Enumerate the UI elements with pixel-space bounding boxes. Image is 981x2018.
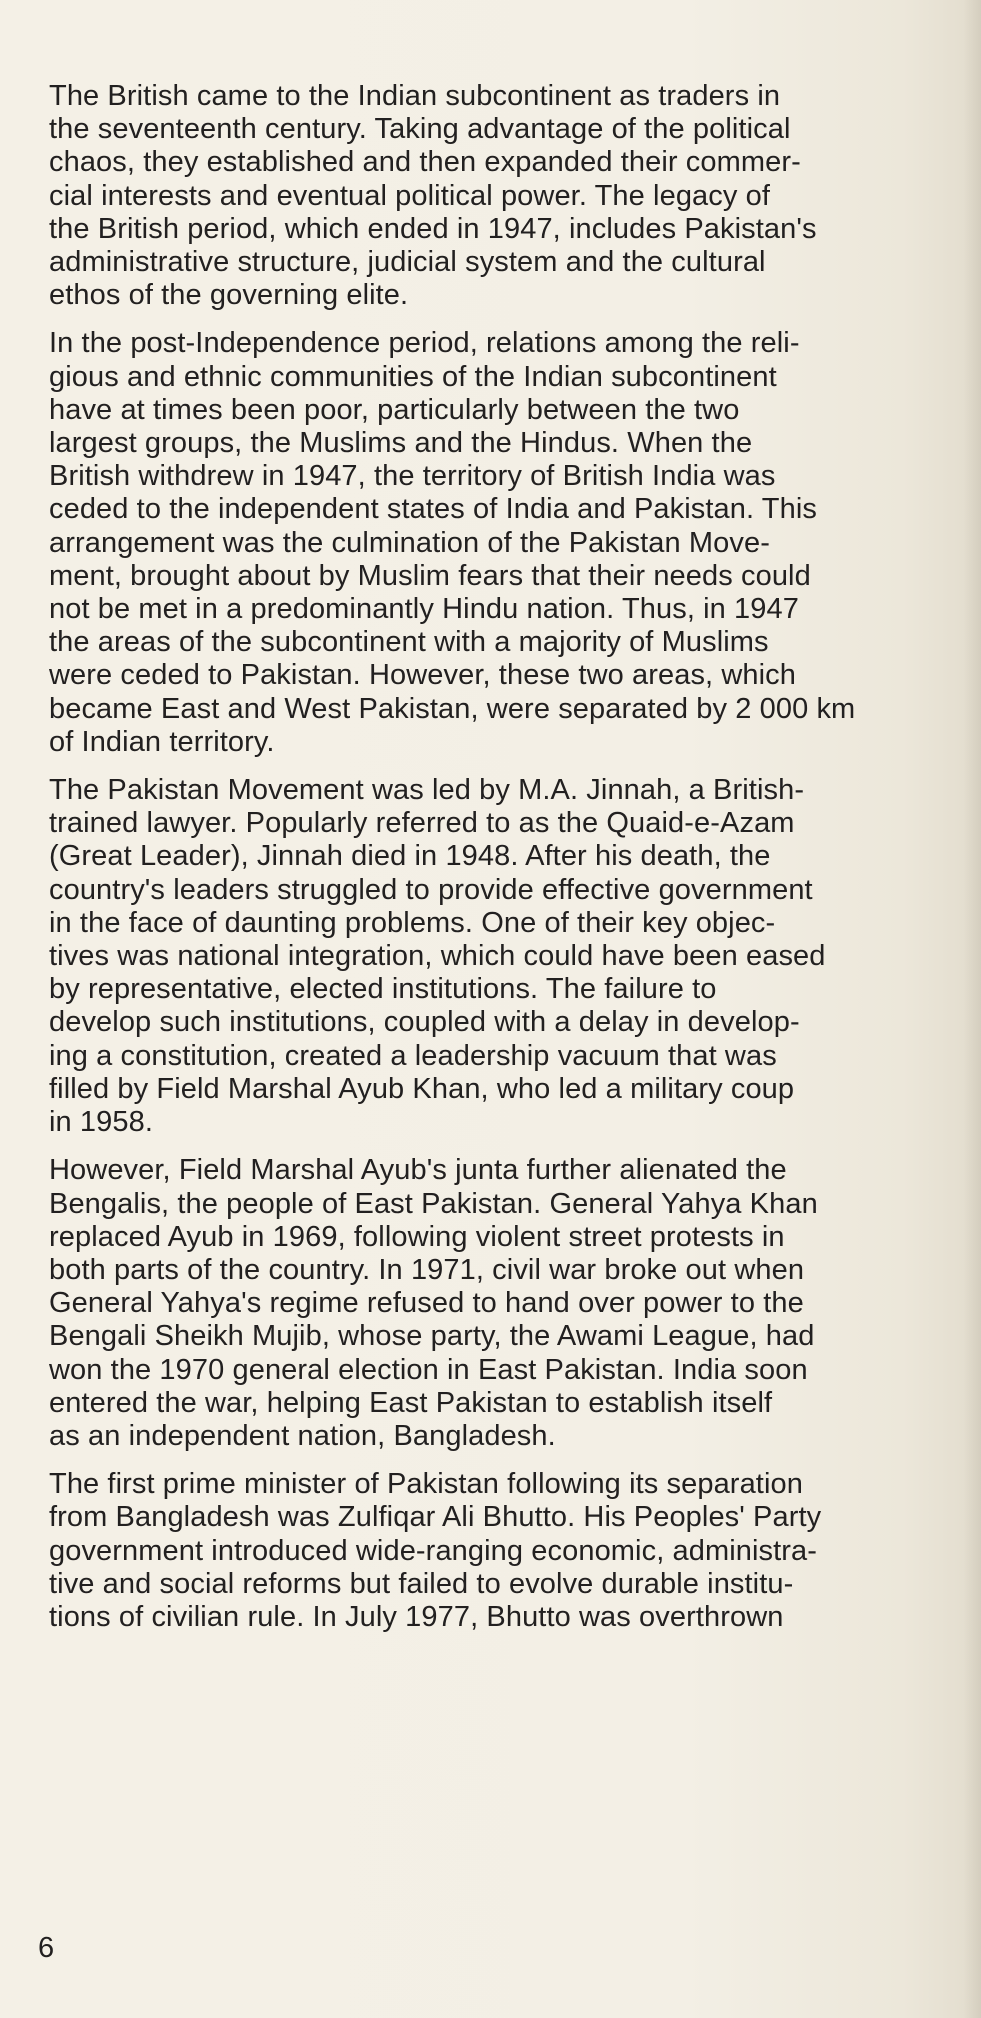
text-line: were ceded to Pakistan. However, these two areas, which [49,659,796,692]
paragraph-ayub-yahya [49,1154,949,1453]
text-line: have at times been poor, particularly between the two [49,393,740,426]
page-number: 6 [38,1932,55,1964]
paragraph-bhutto [49,1468,949,1634]
text-line: the seventeenth century. Taking advantage of the political [49,113,791,146]
text-line: largest groups, the Muslims and the Hindus. When the [49,427,753,460]
text-line: ceded to the independent states of India and Pakistan. This [49,493,817,526]
text-line: Bengalis, the people of East Pakistan. General Yahya Khan [49,1187,818,1220]
text-line: as an independent nation, Bangladesh. [49,1419,556,1452]
text-line: filled by Field Marshal Ayub Khan, who led a military coup [49,1072,795,1105]
text-line: However, Field Marshal Ayub's junta further alienated the [49,1154,787,1187]
text-line: both parts of the country. In 1971, civil war broke out when [49,1253,805,1286]
text-line: ethos of the governing elite. [49,279,409,312]
text-line: became East and West Pakistan, were separated by 2 000 km [49,692,856,725]
text-line: chaos, they established and then expanded their commer- [49,146,801,179]
text-line: the British period, which ended in 1947, includes Pakistan's [49,212,817,245]
text-line: entered the war, helping East Pakistan to establish itself [49,1386,773,1419]
text-line: not be met in a predominantly Hindu nation. Thus, in 1947 [49,593,799,626]
text-line: the areas of the subcontinent with a majority of Muslims [49,626,769,659]
paragraph-post-independence [49,327,949,759]
text-line: from Bangladesh was Zulfiqar Ali Bhutto. His Peoples' Party [49,1501,822,1534]
page-edge-shadow [963,0,981,2018]
text-line: in 1958. [49,1106,153,1139]
text-line: develop such institutions, coupled with a delay in develop- [49,1006,800,1039]
text-line: by representative, elected institutions. The failure to [49,973,717,1006]
text-line: country's leaders struggled to provide effective government [49,873,813,906]
paragraph-pakistan-movement [49,774,949,1139]
paragraph-british-period [49,80,949,312]
text-line: government introduced wide-ranging economic, administra- [49,1534,818,1567]
text-line: Bengali Sheikh Mujib, whose party, the Awami League, had [49,1320,815,1353]
text-line: arrangement was the culmination of the Pakistan Move- [49,526,770,559]
text-line: British withdrew in 1947, the territory of British India was [49,460,776,493]
text-line: cial interests and eventual political power. The legacy of [49,179,771,212]
text-line: tions of civilian rule. In July 1977, Bhutto was overthrown [49,1600,784,1633]
text-line: (Great Leader), Jinnah died in 1948. After his death, the [49,840,771,873]
text-line: tive and social reforms but failed to evolve durable institu- [49,1567,794,1600]
text-line: won the 1970 general election in East Pakistan. India soon [49,1353,808,1386]
text-line: trained lawyer. Popularly referred to as the Quaid-e-Azam [49,807,795,840]
text-line: administrative structure, judicial system and the cultural [49,246,766,279]
text-line: tives was national integration, which could have been eased [49,940,826,973]
text-line: General Yahya's regime refused to hand over power to the [49,1287,804,1320]
text-line: replaced Ayub in 1969, following violent street protests in [49,1220,785,1253]
text-line: In the post-Independence period, relations among the reli- [49,327,800,360]
text-line: ment, brought about by Muslim fears that their needs could [49,559,811,592]
text-line: of Indian territory. [49,725,275,758]
text-line: gious and ethnic communities of the Indian subcontinent [49,360,777,393]
text-line: ing a constitution, created a leadership vacuum that was [49,1039,777,1072]
text-line: The British came to the Indian subcontinent as traders in [49,80,781,112]
body-text [49,80,949,1649]
text-line: The first prime minister of Pakistan following its separation [49,1468,803,1501]
text-line: in the face of daunting problems. One of their key objec- [49,906,776,939]
text-line: The Pakistan Movement was led by M.A. Jinnah, a British- [49,774,805,807]
